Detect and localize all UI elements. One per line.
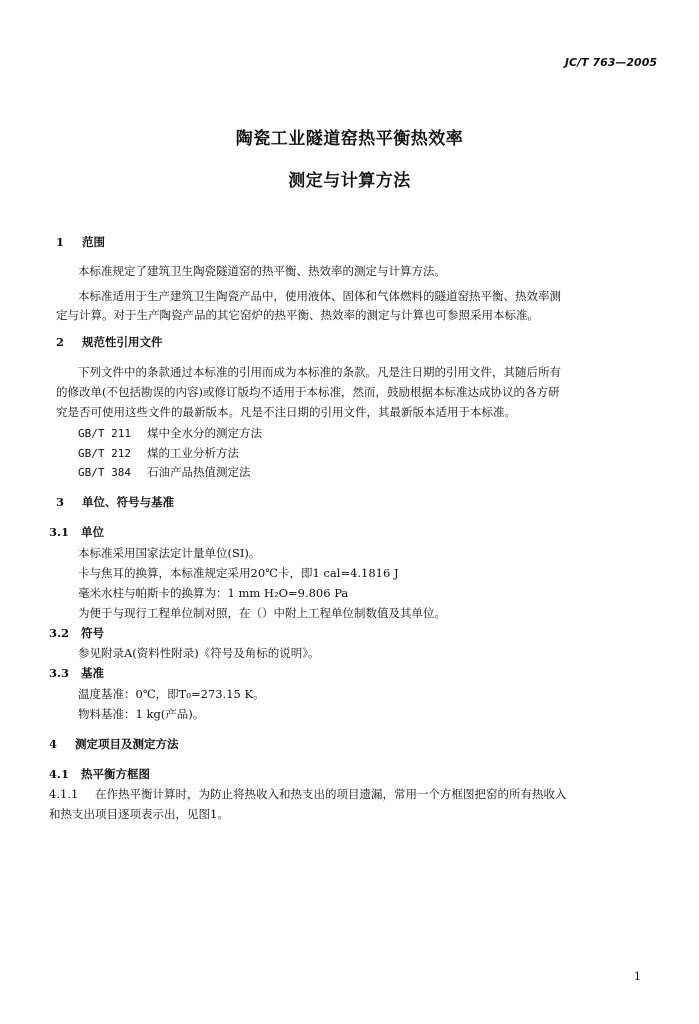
section-1-paragraph-2-line-2: 定与计算。对于生产陶瓷产品的其它窑炉的热平衡、热效率的测定与计算也可参照采用本标准。 <box>56 308 539 322</box>
reference-code: GB/T 211 <box>78 427 131 440</box>
section-3-3-line-1: 温度基准：0℃，即T₀=273.15 K。 <box>78 687 265 701</box>
section-3-1-line-2: 卡与焦耳的换算，本标准规定采用20℃卡，即1 cal=4.1816 J <box>78 566 399 580</box>
section-title: 测定项目及测定方法 <box>75 737 179 751</box>
section-1-paragraph-2-line-1: 本标准适用于生产建筑卫生陶瓷产品中，使用液体、固体和气体燃料的隧道窑热平衡、热效率测 <box>78 289 561 303</box>
reference-title: 煤中全水分的测定方法 <box>147 426 262 440</box>
section-title: 单位、符号与基准 <box>82 495 174 509</box>
section-3-heading <box>56 494 174 510</box>
section-title: 单位 <box>81 525 104 539</box>
reference-code: GB/T 384 <box>78 466 131 479</box>
section-title: 规范性引用文件 <box>82 335 163 349</box>
section-number: 1 <box>56 235 65 249</box>
section-number: 4 <box>49 737 58 751</box>
section-2-heading <box>56 334 163 350</box>
section-3-1-heading <box>49 524 104 540</box>
section-2-paragraph-line-2: 的修改单(不包括勘误的内容)或修订版均不适用于本标准，然而，鼓励根据本标准达成协议的各方研 <box>56 385 560 399</box>
section-number: 4.1 <box>49 767 70 781</box>
standard-code: JC/T 763—2005 <box>564 56 657 69</box>
normative-reference-item <box>78 425 262 441</box>
section-3-1-line-1: 本标准采用国家法定计量单位(SI)。 <box>78 546 261 560</box>
section-2-paragraph-line-3: 究是否可使用这些文件的最新版本。凡是不注日期的引用文件，其最新版本适用于本标准。 <box>56 405 516 419</box>
page-number: 1 <box>634 970 641 983</box>
section-number: 4.1.1 <box>49 787 79 801</box>
section-title: 符号 <box>81 626 104 640</box>
normative-reference-item <box>78 445 239 461</box>
section-1-heading <box>56 234 105 250</box>
section-text: 在作热平衡计算时，为防止将热收入和热支出的项目遗漏，常用一个方框图把窑的所有热收入 <box>95 787 567 801</box>
document-title-line1: 陶瓷工业隧道窑热平衡热效率 <box>235 129 464 149</box>
section-3-1-line-3: 毫米水柱与帕斯卡的换算为：1 mm H₂O=9.806 Pa <box>78 586 349 600</box>
document-title-line2: 测定与计算方法 <box>288 171 411 191</box>
section-number: 3.1 <box>49 525 70 539</box>
section-4-1-1-line-2: 和热支出项目逐项表示出，见图1。 <box>49 807 229 821</box>
section-3-2-line-1: 参见附录A(资料性附录)《符号及角标的说明》。 <box>78 646 320 660</box>
section-4-heading <box>49 736 179 752</box>
section-3-1-line-4: 为便于与现行工程单位制对照，在（）中附上工程单位制数值及其单位。 <box>78 606 446 620</box>
section-4-1-1-line-1 <box>49 786 567 802</box>
reference-code: GB/T 212 <box>78 447 131 460</box>
section-3-3-line-2: 物料基准：1 kg(产品)。 <box>78 707 205 721</box>
section-number: 3.3 <box>49 666 70 680</box>
normative-reference-item <box>78 464 251 480</box>
section-number: 2 <box>56 335 65 349</box>
section-title: 范围 <box>82 235 105 249</box>
reference-title: 石油产品热值测定法 <box>147 465 251 479</box>
section-1-paragraph-1: 本标准规定了建筑卫生陶瓷隧道窑的热平衡、热效率的测定与计算方法。 <box>78 264 446 278</box>
section-2-paragraph-line-1: 下列文件中的条款通过本标准的引用而成为本标准的条款。凡是注日期的引用文件，其随后所有 <box>78 365 561 379</box>
section-number: 3.2 <box>49 626 70 640</box>
section-3-2-heading <box>49 625 104 641</box>
section-number: 3 <box>56 495 65 509</box>
section-4-1-heading <box>49 766 150 782</box>
section-3-3-heading <box>49 665 104 681</box>
section-title: 基准 <box>81 666 104 680</box>
reference-title: 煤的工业分析方法 <box>147 446 239 460</box>
section-title: 热平衡方框图 <box>81 767 150 781</box>
